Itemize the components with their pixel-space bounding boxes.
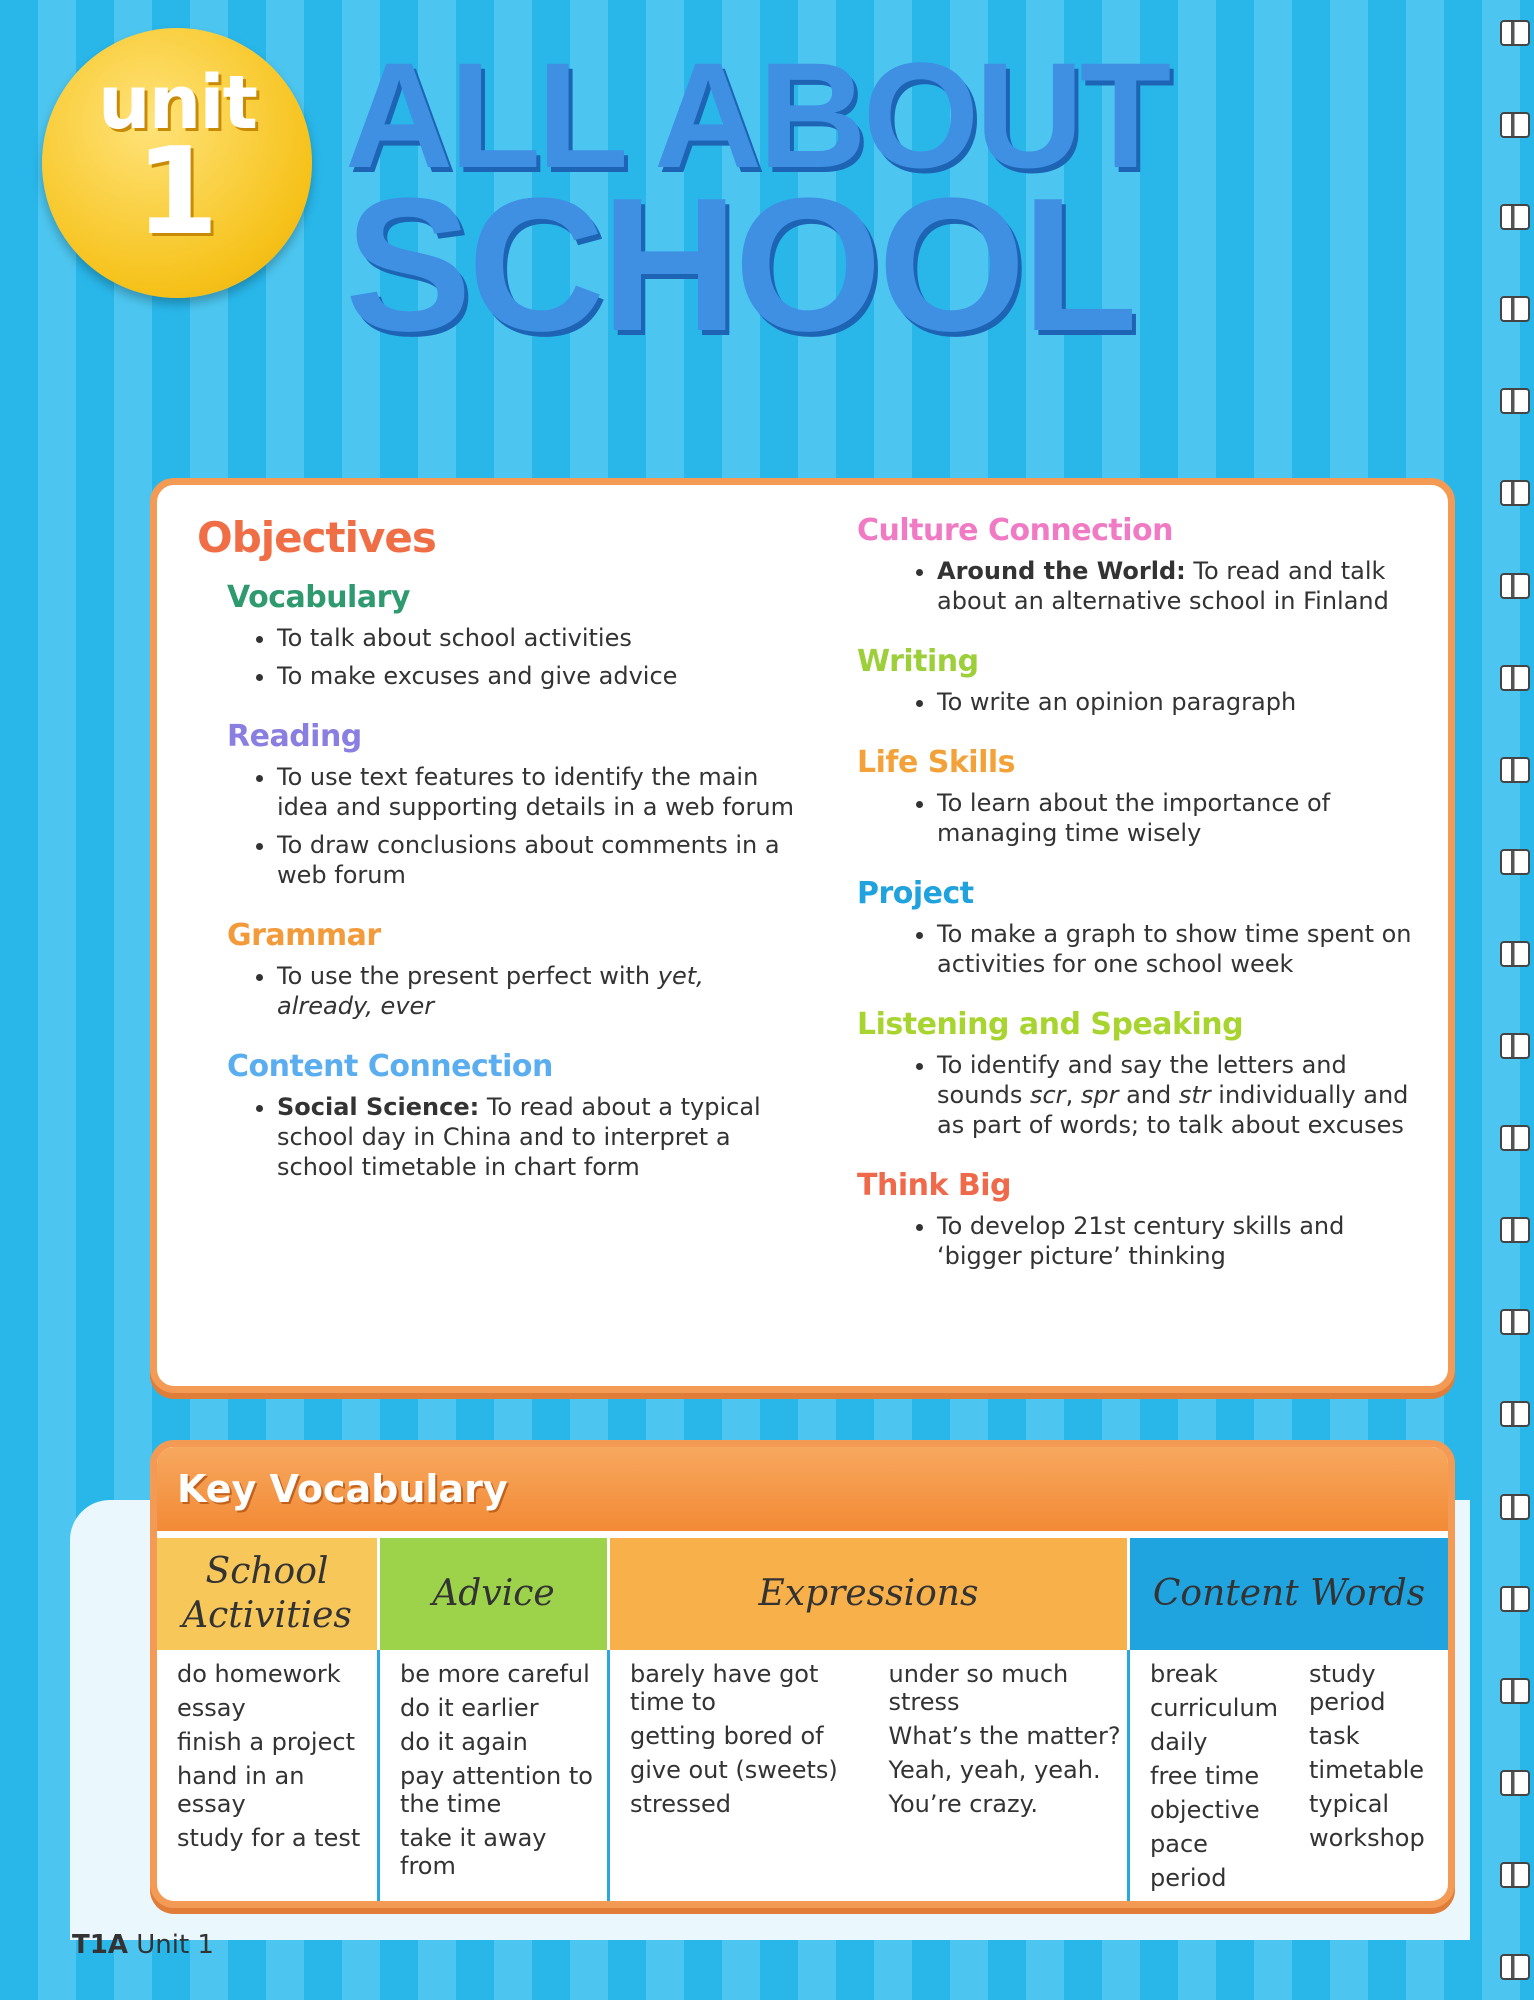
list-item: be more careful (400, 1660, 590, 1688)
spiral-ring (1500, 1862, 1530, 1888)
spiral-ring (1500, 1770, 1530, 1796)
listening-list (857, 1050, 1417, 1140)
content-text: To read about a typical school day in China and to interpret a school timetable in chart form (277, 1093, 761, 1181)
listening-italic: spr (1080, 1081, 1119, 1109)
list-item: hand in an essay (177, 1762, 305, 1818)
expressions-list-1 (610, 1650, 869, 1824)
list-item: barely have got time to (630, 1660, 819, 1716)
list-item: • To talk about school activities (277, 623, 797, 653)
list-item: • To make excuses and give advice (277, 661, 797, 691)
spiral-ring (1500, 941, 1530, 967)
list-item: • To learn about the importance of managing time wisely (937, 788, 1417, 848)
list-item: getting bored of (630, 1722, 824, 1750)
list-item: Yeah, yeah, yeah. (888, 1756, 1101, 1784)
unit-number: 1 (135, 123, 219, 262)
list-item: do homework (177, 1660, 341, 1688)
content-connection-title: Content Connection (227, 1049, 553, 1084)
list-item: pay attention to the time (400, 1762, 593, 1818)
life-skills-list (857, 788, 1417, 848)
list-item (277, 1092, 797, 1182)
culture-text: To read and talk about an alternative school in Finland (937, 557, 1389, 615)
objectives-card (150, 478, 1455, 1393)
list-item: daily (1150, 1728, 1208, 1756)
list-item: curriculum (1150, 1694, 1279, 1722)
spiral-ring (1500, 1494, 1530, 1520)
spiral-ring (1500, 480, 1530, 506)
project-list (857, 919, 1417, 979)
listening-text: To identify and say the letters and sounds (937, 1051, 1347, 1109)
key-vocabulary-heading: Key Vocabulary (157, 1447, 1448, 1531)
life-skills-title: Life Skills (857, 745, 1016, 780)
list-item: period (1150, 1864, 1227, 1892)
school-activities-column (157, 1538, 377, 1901)
expressions-header: Expressions (610, 1538, 1127, 1650)
think-big-list (857, 1211, 1417, 1271)
spiral-ring (1500, 849, 1530, 875)
list-item: • To use text features to identify the main idea and supporting details in a web forum (277, 762, 797, 822)
spiral-ring (1500, 112, 1530, 138)
project-title: Project (857, 876, 974, 911)
list-item: • To make a graph to show time spent on activities for one school week (937, 919, 1417, 979)
advice-list (380, 1650, 607, 1880)
list-item: timetable (1309, 1756, 1425, 1784)
spiral-ring (1500, 1217, 1530, 1243)
school-header-line1: School (205, 1551, 329, 1592)
grammar-text: To use the present perfect with (277, 962, 658, 990)
spiral-ring (1500, 204, 1530, 230)
expressions-lists (610, 1650, 1127, 1824)
listening-text: and (1118, 1081, 1179, 1109)
list-item (277, 961, 797, 1021)
list-item: give out (sweets) (630, 1756, 838, 1784)
vocabulary-list (197, 623, 797, 691)
spiral-ring (1500, 573, 1530, 599)
list-item: do it again (400, 1728, 528, 1756)
advice-header: Advice (380, 1538, 607, 1650)
spiral-ring (1500, 20, 1530, 46)
list-item: study for a test (177, 1824, 361, 1852)
list-item: workshop (1309, 1824, 1425, 1852)
list-item: take it away from (400, 1824, 547, 1880)
list-item: break (1150, 1660, 1218, 1688)
content-words-list-1 (1130, 1650, 1289, 1898)
content-words-column (1130, 1538, 1448, 1901)
list-item: task (1309, 1722, 1360, 1750)
culture-bold: Around the World: (937, 557, 1186, 585)
vocabulary-table (157, 1538, 1448, 1901)
grammar-title: Grammar (227, 918, 381, 953)
list-item: study period (1309, 1660, 1386, 1716)
spiral-ring (1500, 1033, 1530, 1059)
unit-badge (42, 28, 312, 298)
key-vocabulary-card (150, 1440, 1455, 1908)
school-header-line2: Activities (182, 1595, 352, 1636)
listening-italic: str (1178, 1081, 1211, 1109)
advice-column (380, 1538, 607, 1901)
spiral-ring (1500, 296, 1530, 322)
spiral-ring (1500, 1401, 1530, 1427)
spiral-ring (1500, 1125, 1530, 1151)
expressions-list-2 (869, 1650, 1128, 1824)
listening-text: individually and as part of words; to talk about excuses (937, 1081, 1409, 1139)
page-code: T1A (72, 1930, 128, 1960)
content-connection-list (197, 1092, 797, 1182)
writing-title: Writing (857, 644, 979, 679)
page-title-line1: ALL ABOUT (345, 31, 1168, 199)
spiral-ring (1500, 1586, 1530, 1612)
listening-speaking-title: Listening and Speaking (857, 1007, 1244, 1042)
list-item: pace (1150, 1830, 1208, 1858)
content-words-lists (1130, 1650, 1448, 1898)
list-item: objective (1150, 1796, 1260, 1824)
spiral-binding (1500, 20, 1534, 1980)
spiral-ring (1500, 1309, 1530, 1335)
list-item: • To draw conclusions about comments in a web forum (277, 830, 797, 890)
page-unit-label: Unit 1 (136, 1930, 214, 1960)
list-item: essay (177, 1694, 246, 1722)
content-bold: Social Science: (277, 1093, 480, 1121)
spiral-ring (1500, 757, 1530, 783)
content-words-list-2 (1289, 1650, 1448, 1898)
objectives-left-column (197, 513, 797, 1210)
list-item: stressed (630, 1790, 732, 1818)
list-item: typical (1309, 1790, 1390, 1818)
list-item: What’s the matter? (888, 1722, 1121, 1750)
school-activities-list (157, 1650, 377, 1852)
spiral-ring (1500, 1678, 1530, 1704)
content-words-header: Content Words (1130, 1538, 1448, 1650)
list-item: You’re crazy. (888, 1790, 1039, 1818)
spiral-ring (1500, 665, 1530, 691)
list-item (937, 556, 1417, 616)
culture-connection-title: Culture Connection (857, 513, 1174, 548)
list-item: free time (1150, 1762, 1260, 1790)
list-item: do it earlier (400, 1694, 539, 1722)
page-title-line2: SCHOOL (345, 159, 1134, 371)
unit-word: unit (97, 60, 257, 146)
expressions-column (610, 1538, 1127, 1901)
reading-title: Reading (227, 719, 362, 754)
list-item: • To write an opinion paragraph (937, 687, 1417, 717)
spiral-ring (1500, 1954, 1530, 1980)
listening-text: , (1065, 1081, 1081, 1109)
listening-italic: scr (1029, 1081, 1066, 1109)
list-item: under so much stress (888, 1660, 1069, 1716)
objectives-heading: Objectives (197, 513, 436, 562)
reading-list (197, 762, 797, 890)
grammar-list (197, 961, 797, 1021)
culture-list (857, 556, 1417, 616)
list-item (937, 1050, 1417, 1140)
writing-list (857, 687, 1417, 717)
list-item: finish a project (177, 1728, 355, 1756)
vocabulary-title: Vocabulary (227, 580, 410, 615)
list-item: • To develop 21st century skills and ‘bigger picture’ thinking (937, 1211, 1417, 1271)
grammar-italic: yet, already, ever (277, 962, 704, 1020)
page-footer (72, 1930, 214, 1960)
school-activities-header (157, 1538, 377, 1650)
objectives-right-column (857, 513, 1417, 1299)
think-big-title: Think Big (857, 1168, 1011, 1203)
spiral-ring (1500, 388, 1530, 414)
